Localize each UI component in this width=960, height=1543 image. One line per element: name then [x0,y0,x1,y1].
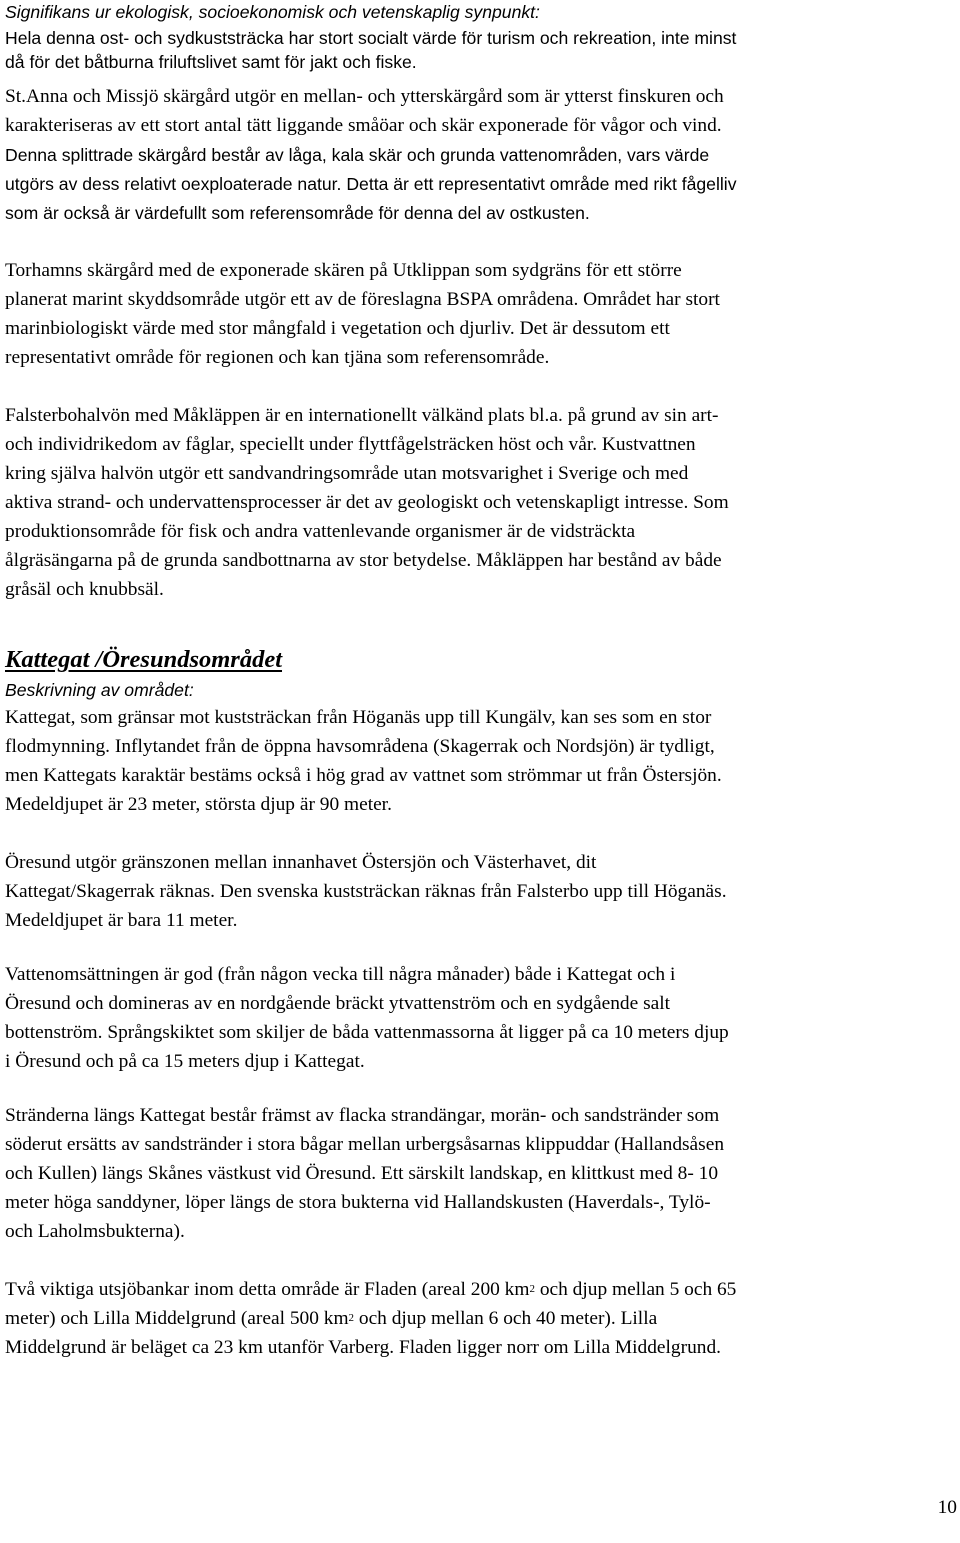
body-line [5,1278,736,1302]
body-line: men Kattegats karaktär bestäms också i hög grad av vattnet som strömmar ut från Östersjön. [5,765,722,786]
body-line: gråsäl och knubbsäl. [5,579,164,600]
body-line: Kattegat, som gränsar mot kuststräckan från Höganäs upp till Kungälv, kan ses som en stor [5,707,712,728]
body-line [5,172,737,196]
body-line: och Kullen) längs Skånes västkust vid Öresund. Ett särskilt landskap, en klittkust med 8- 10 [5,1163,719,1184]
body-line: och individrikedom av fåglar, speciellt under flyttfågelsträcken höst och vår. Kustvattnen [5,434,696,455]
body-line: Hela denna ost- och sydkuststräcka har stort socialt värde för turism och rekreation, inte minst [5,28,737,48]
body-line: meter höga sanddyner, löper längs de stora bukterna vid Hallandskusten (Haverdals-, Tylö- [5,1192,711,1213]
body-line: Öresund utgör gränszonen mellan innanhavet Östersjön och Västerhavet, dit [5,852,597,873]
body-segment: Detta är ett representativt område med rikt fågelliv [346,174,737,194]
significance-subheading: Signifikans ur ekologisk, socioekonomisk och vetenskaplig synpunkt: [5,2,540,22]
body-line: Öresund och domineras av en nordgående bräckt ytvattenström och en sydgående salt [5,993,670,1014]
body-line: ålgräsängarna på de grunda sandbottnarna av stor betydelse. Måkläppen har bestånd av både [5,550,722,571]
superscript: 2 [348,1312,355,1324]
body-segment: och djup mellan 6 och 40 meter). Lilla [354,1308,658,1329]
body-line: i Öresund och på ca 15 meters djup i Kattegat. [5,1051,365,1072]
body-segment: Två viktiga utsjöbankar inom detta område är Fladen (areal 200 km [5,1279,530,1300]
body-segment: meter) och Lilla Middelgrund (areal 500 km [5,1308,349,1329]
body-line: Kattegat/Skagerrak räknas. Den svenska kuststräckan räknas från Falsterbo upp till Höganäs. [5,881,727,902]
description-subheading: Beskrivning av området: [5,680,194,700]
superscript: 2 [529,1283,535,1295]
body-line: aktiva strand- och undervattensprocesser är det av geologiskt och vetenskapligt intresse. Som [5,492,729,513]
body-line: karakteriseras av ett stort antal tätt liggande småöar och skär exponerade för vågor och vind. [5,115,722,136]
page-number: 10 [937,1497,957,1518]
body-line: flodmynning. Inflytandet från de öppna havsområdena (Skagerrak och Nordsjön) är tydligt, [5,736,715,757]
body-line: representativt område för regionen och kan tjäna som referensområde. [5,347,550,368]
body-line: Medeldjupet är bara 11 meter. [5,910,238,931]
body-line: som är också är värdefullt som referensområde för denna del av ostkusten. [5,203,590,223]
body-line: Stränderna längs Kattegat består främst av flacka strandängar, morän- och sandstränder som [5,1105,720,1126]
body-line: bottenström. Språngskiktet som skiljer de båda vattenmassorna åt ligger på ca 10 meters djup [5,1022,729,1043]
body-line: Vattenomsättningen är god (från någon vecka till några månader) både i Kattegat och i [5,964,676,985]
body-line [5,1307,657,1331]
body-line: söderut ersätts av sandstränder i stora bågar mellan urbergsåsarnas klippuddar (Hallandsåsen [5,1134,725,1155]
body-segment: utgörs av dess relativt oexploaterade natur. [5,174,342,194]
body-line: marinbiologiskt värde med stor mångfald i vegetation och djurliv. Det är dessutom ett [5,318,670,339]
section-heading: Kattegat /Öresundsområdet [5,646,283,673]
body-line: då för det båtburna friluftslivet samt för jakt och fiske. [5,52,417,72]
body-line: kring själva halvön utgör ett sandvandringsområde utan motsvarighet i Sverige och med [5,463,689,484]
body-segment: och djup mellan 5 och 65 [534,1279,737,1300]
body-line: Torhamns skärgård med de exponerade skären på Utklippan som sydgräns för ett större [5,260,682,281]
body-line: Middelgrund är beläget ca 23 km utanför Varberg. Fladen ligger norr om Lilla Middelgrund. [5,1337,722,1358]
body-line: planerat marint skyddsområde utgör ett av de föreslagna BSPA områdena. Området har stort [5,289,720,310]
body-line: produktionsområde för fisk och andra vattenlevande organismer är de vidsträckta [5,521,636,542]
body-line: St.Anna och Missjö skärgård utgör en mellan- och ytterskärgård som är ytterst finskuren och [5,86,724,107]
body-line: Denna splittrade skärgård består av låga, kala skär och grunda vattenområden, vars värde [5,145,710,165]
body-line: Medeldjupet är 23 meter, största djup är 90 meter. [5,794,392,815]
body-line: Falsterbohalvön med Måkläppen är en internationellt välkänd plats bl.a. på grund av sin art- [5,405,719,426]
body-line: och Laholmsbukterna). [5,1221,185,1242]
